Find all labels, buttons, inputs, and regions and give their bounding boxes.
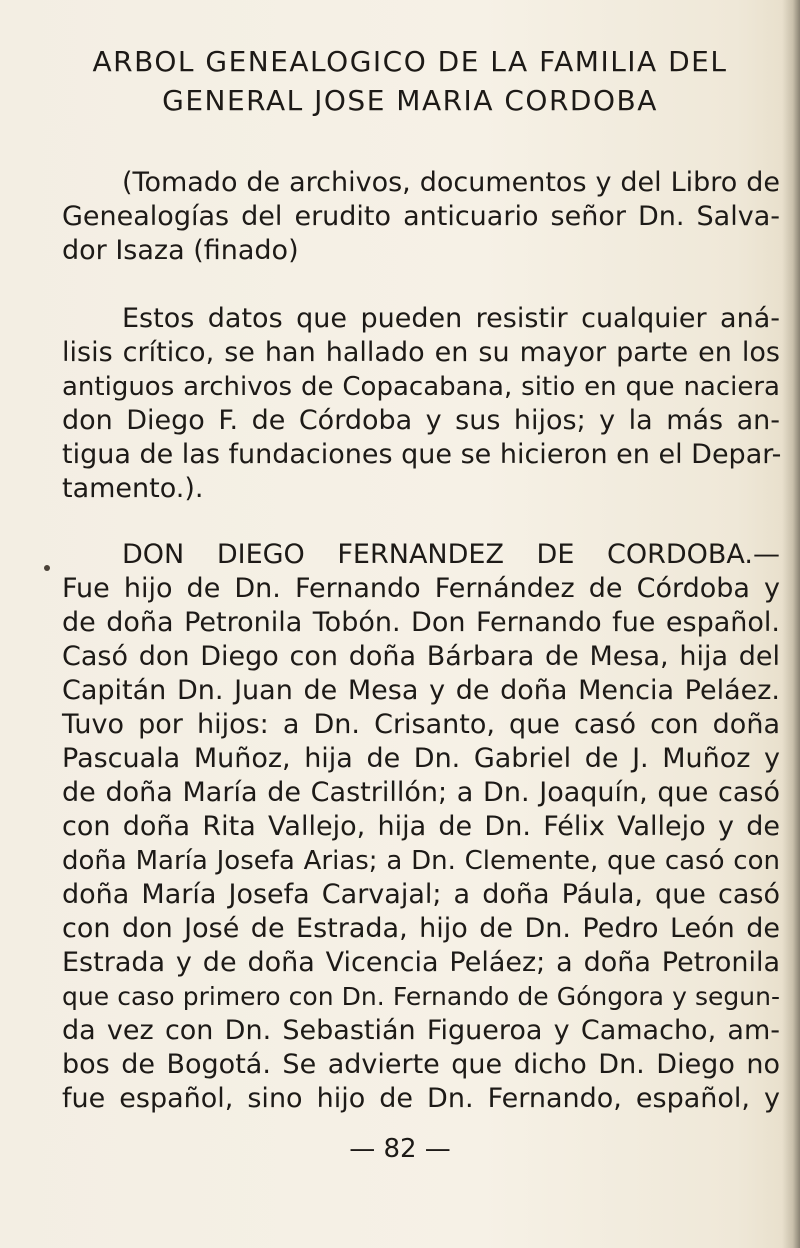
- page-title-line-2: GENERAL JOSE MARIA CORDOBA: [162, 84, 658, 117]
- paragraph-3-line: con doña Rita Vallejo, hija de Dn. Félix Vallejo y de: [62, 811, 780, 842]
- paragraph-3-line: fue español, sino hijo de Dn. Fernando, español, y: [62, 1083, 780, 1114]
- paragraph-3-line: bos de Bogotá. Se advierte que dicho Dn. Diego no: [62, 1049, 780, 1080]
- page-title-line-1: ARBOL GENEALOGICO DE LA FAMILIA DEL: [92, 45, 728, 78]
- paragraph-3-line: doña María Josefa Carvajal; a doña Páula, que casó: [62, 879, 780, 910]
- paragraph-2-line: tigua de las fundaciones que se hicieron en el Depar-: [62, 439, 782, 470]
- paragraph-3-line: Capitán Dn. Juan de Mesa y de doña Mencia Peláez.: [62, 675, 780, 706]
- paragraph-3-line: de doña María de Castrillón; a Dn. Joaquín, que casó: [62, 777, 780, 808]
- paragraph-3-line: Estrada y de doña Vicencia Peláez; a doña Petronila: [62, 947, 780, 978]
- paragraph-2-line: Estos datos que pueden resistir cualquier aná-: [122, 303, 780, 334]
- ink-speck: [44, 565, 50, 571]
- page-number: — 82 —: [349, 1134, 451, 1164]
- paragraph-1-line: Genealogías del erudito anticuario señor Dn. Salva-: [62, 201, 780, 232]
- paragraph-3-line: de doña Petronila Tobón. Don Fernando fue español.: [62, 607, 780, 638]
- paragraph-3-line: doña María Josefa Arias; a Dn. Clemente, que casó con: [62, 846, 780, 876]
- paragraph-3-line: Pascuala Muñoz, hija de Dn. Gabriel de J. Muñoz y: [62, 743, 780, 774]
- paragraph-3-line: con don José de Estrada, hijo de Dn. Pedro León de: [62, 913, 780, 944]
- paragraph-2-line: antiguos archivos de Copacabana, sitio en que naciera: [62, 372, 780, 402]
- paragraph-2-line: lisis crítico, se han hallado en su mayor parte en los: [62, 337, 780, 368]
- paragraph-2-line: tamento.).: [62, 473, 204, 504]
- paragraph-3-line: que caso primero con Dn. Fernando de Góngora y segun-: [62, 982, 780, 1011]
- paragraph-3-line: Casó don Diego con doña Bárbara de Mesa, hija del: [62, 641, 780, 672]
- paragraph-3-line: Fue hijo de Dn. Fernando Fernández de Córdoba y: [62, 573, 780, 604]
- page-edge-shadow: [782, 0, 800, 1248]
- paragraph-3-heading-line: DON DIEGO FERNANDEZ DE CORDOBA.—: [122, 539, 780, 570]
- paragraph-3-line: Tuvo por hijos: a Dn. Crisanto, que casó con doña: [62, 709, 780, 740]
- paragraph-1-line: dor Isaza (finado): [62, 235, 299, 266]
- paragraph-2-line: don Diego F. de Córdoba y sus hijos; y la más an-: [62, 405, 780, 436]
- paragraph-1-line: (Tomado de archivos, documentos y del Libro de: [122, 167, 780, 198]
- paragraph-3-line: da vez con Dn. Sebastián Figueroa y Camacho, am-: [62, 1015, 780, 1046]
